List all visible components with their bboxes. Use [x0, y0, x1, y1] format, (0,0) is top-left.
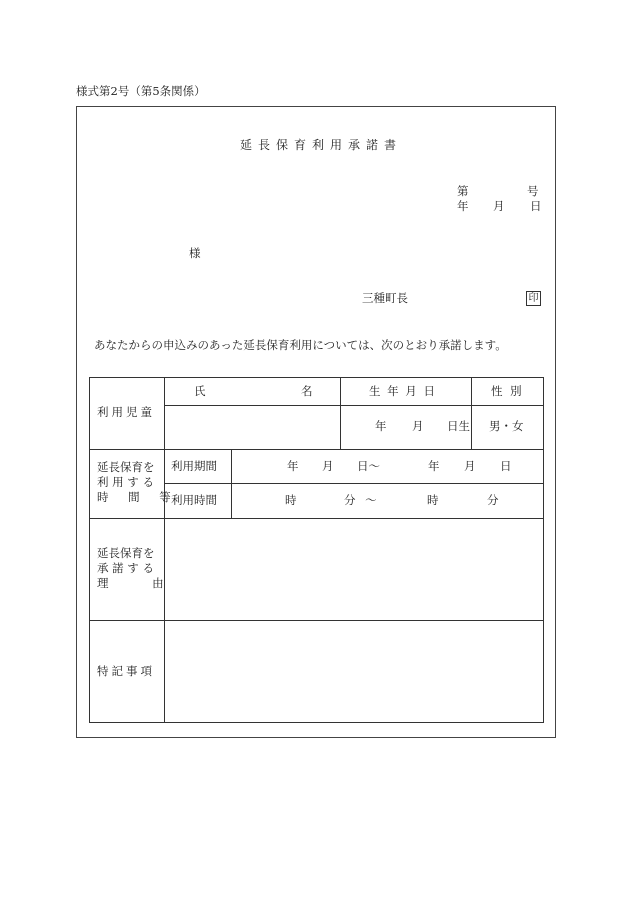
usage-header-line-2: 利 用 す る [97, 475, 154, 489]
period-year-1: 年 [287, 459, 299, 473]
remarks-header: 特記事項 [97, 664, 155, 678]
period-day-2: 日 [500, 459, 512, 473]
time-hour-2: 時 [427, 493, 439, 507]
birthdate-header: 生 年 月 日 [369, 384, 435, 398]
gender-header: 性 別 [491, 384, 522, 398]
gender-value: 男・女 [489, 419, 524, 433]
time-hour-1: 時 [285, 493, 297, 507]
form-label: 様式第2号（第5条関係） [76, 84, 206, 98]
seal-mark: 印 [526, 291, 541, 306]
reason-header-line-3: 理 由 [97, 576, 164, 590]
period-month-1: 月 [322, 459, 334, 473]
reason-header-line-2: 承 諾 す る [97, 561, 154, 575]
usage-header-line-3: 時 間 等 [97, 490, 171, 504]
document-title: 延長保育利用承諾書 [240, 138, 403, 152]
date-year: 年 [457, 199, 469, 213]
period-year-2: 年 [428, 459, 440, 473]
period-label: 利用期間 [171, 459, 217, 473]
period-month-2: 月 [464, 459, 476, 473]
birth-year: 年 [375, 419, 387, 433]
approval-table [89, 377, 544, 723]
time-label: 利用時間 [171, 493, 217, 507]
issuer-name: 三種町長 [362, 291, 408, 305]
approval-statement: あなたからの申込みのあった延長保育利用については、次のとおり承諾します。 [94, 338, 507, 352]
child-header: 利用児童 [97, 405, 155, 419]
addressee-suffix: 様 [189, 246, 201, 260]
period-day-1: 日～ [357, 459, 380, 473]
usage-header-line-1: 延長保育を [97, 460, 155, 474]
birth-day: 日生 [447, 419, 470, 433]
birth-month: 月 [412, 419, 424, 433]
name-header-mei: 名 [301, 384, 313, 398]
doc-number-dai: 第 [457, 184, 469, 198]
reason-header-line-1: 延長保育を [97, 546, 155, 560]
time-minute-1: 分 ～ [344, 493, 377, 507]
time-minute-2: 分 [487, 493, 499, 507]
doc-number-go: 号 [527, 184, 539, 198]
name-header-shi: 氏 [194, 384, 206, 398]
date-month: 月 [493, 199, 505, 213]
date-day: 日 [530, 199, 542, 213]
